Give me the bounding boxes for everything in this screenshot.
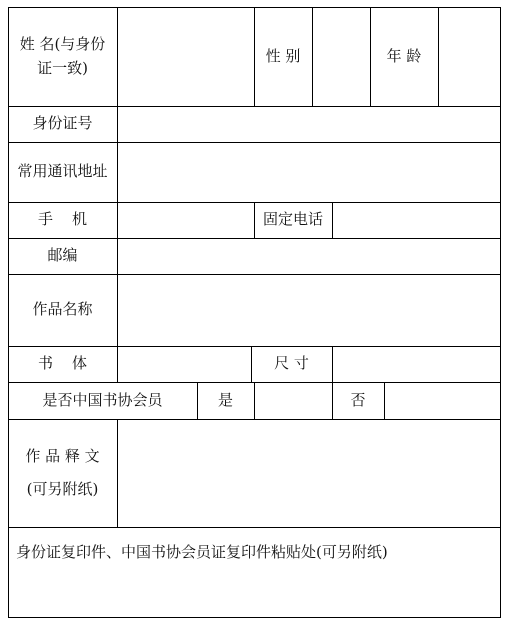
id-number-label: 身份证号 — [32, 114, 93, 133]
name-label — [8, 7, 117, 106]
gender-field[interactable] — [313, 8, 370, 106]
size-label: 尺 寸 — [274, 354, 309, 373]
member-question-label: 是否中国书协会员 — [42, 390, 163, 409]
address-field[interactable] — [118, 143, 500, 202]
work-title-label: 作品名称 — [32, 300, 93, 319]
postcode-field[interactable] — [118, 239, 500, 274]
script-style-label: 书 体 — [37, 354, 88, 373]
attachment-note: 身份证复印件、中国书协会员证复印件粘贴处(可另附纸) — [16, 543, 388, 562]
work-text-label — [8, 419, 117, 527]
age-label: 年 龄 — [386, 46, 422, 65]
member-yes-label: 是 — [217, 390, 233, 409]
gender-label: 性 别 — [265, 46, 301, 65]
attachment-area[interactable] — [9, 570, 500, 617]
address-label: 常用通讯地址 — [17, 162, 108, 181]
name-field[interactable] — [118, 8, 254, 106]
landline-label: 固定电话 — [262, 210, 323, 229]
mobile-field[interactable] — [118, 203, 254, 238]
rule-bottom — [8, 617, 501, 618]
mobile-label: 手 机 — [37, 210, 88, 229]
script-style-field[interactable] — [118, 347, 251, 382]
name-label-line2: 证一致) — [37, 58, 88, 77]
id-number-field[interactable] — [118, 107, 500, 142]
size-field[interactable] — [333, 347, 500, 382]
work-title-field[interactable] — [118, 275, 500, 346]
postcode-label: 邮编 — [47, 246, 78, 265]
member-no-field[interactable] — [385, 383, 500, 419]
work-text-label-line2: (可另附纸) — [26, 480, 99, 498]
member-no-label: 否 — [350, 390, 366, 409]
rule-after-work-text — [8, 527, 501, 528]
age-field[interactable] — [439, 8, 500, 106]
name-label-line1: 姓 名(与身份 — [19, 35, 106, 54]
rule-right — [500, 7, 501, 618]
landline-field[interactable] — [333, 203, 500, 238]
work-text-field[interactable] — [118, 420, 500, 527]
member-yes-field[interactable] — [255, 383, 332, 419]
work-text-label-line1: 作 品 释 文 — [25, 447, 100, 465]
